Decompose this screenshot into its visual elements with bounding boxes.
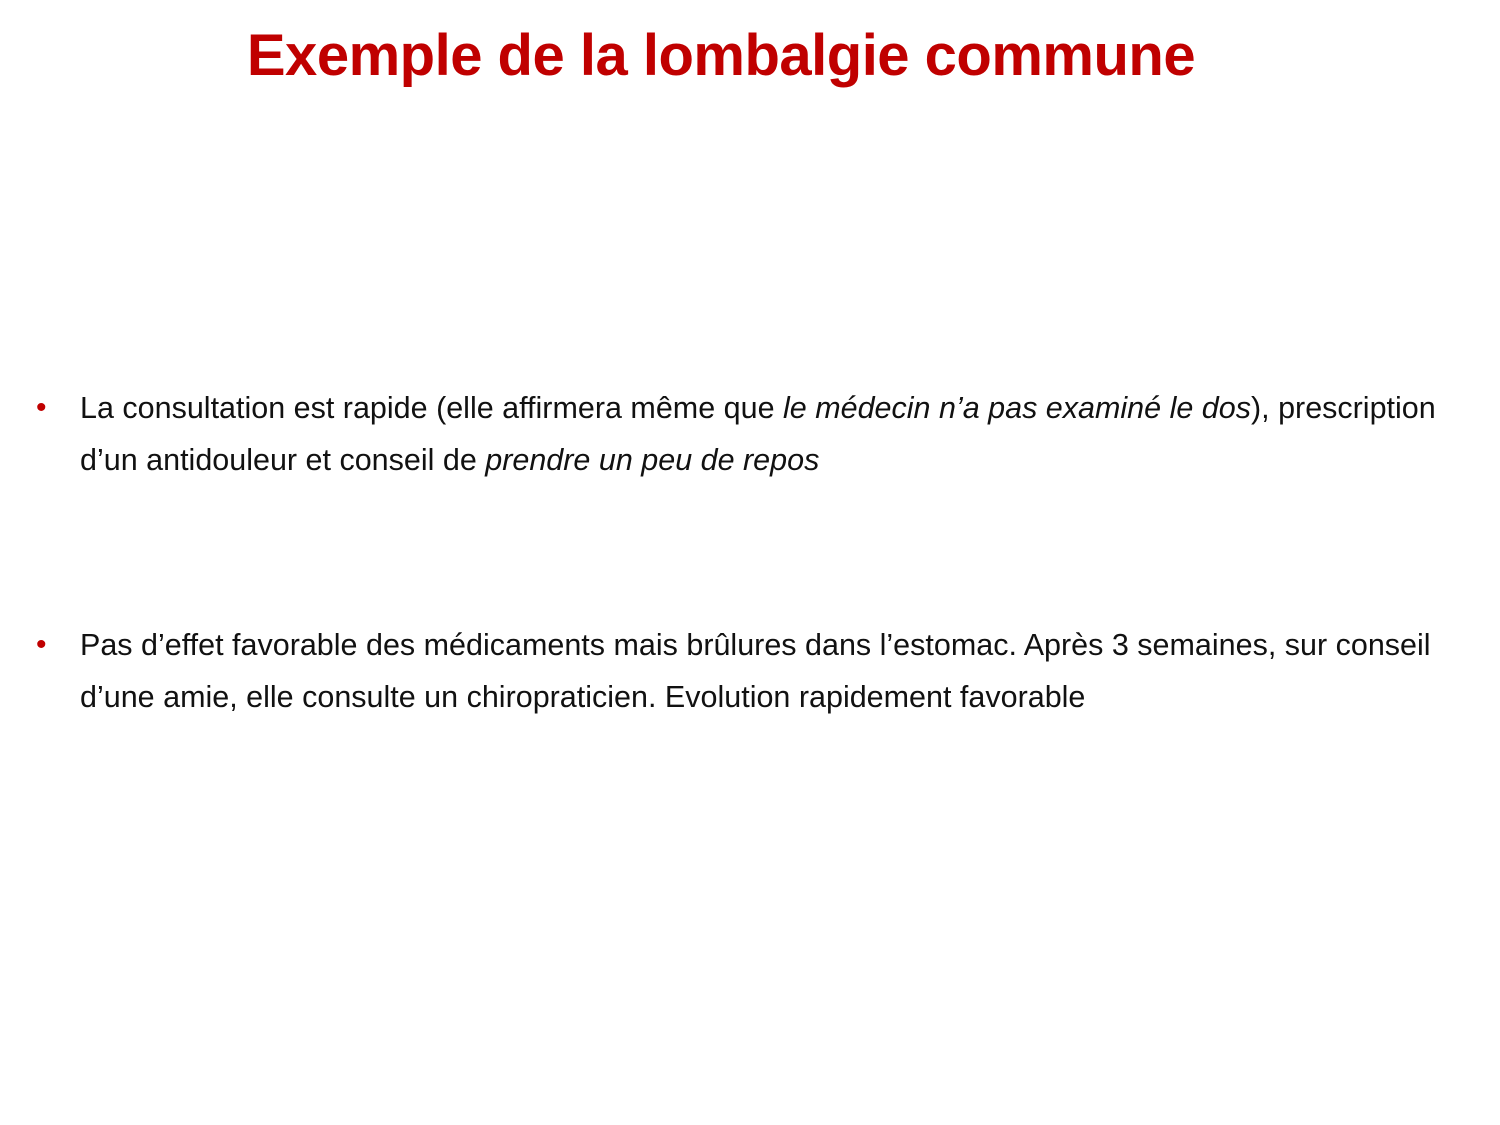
bullet-dot-icon: • <box>36 391 47 424</box>
bullet-dot-icon: • <box>36 628 47 661</box>
bullet-text-italic-segment: le médecin n’a pas examiné le dos <box>783 391 1251 425</box>
bullet-text-segment: ), prescription d’un antidouleur et conseil de <box>80 391 1436 477</box>
slide-title: Exemple de la lombalgie commune <box>246 23 1196 88</box>
bullet-text-italic-segment: prendre un peu de repos <box>485 443 820 477</box>
bullet-item-evolution <box>36 619 1440 723</box>
bullet-text-segment: Pas d’effet favorable des médicaments mais brûlures dans l’estomac. Après 3 semaines, sur conseil d’une amie, elle consulte un chiropraticien. Evolution rapidement favorable <box>80 628 1431 714</box>
bullet-text-segment: La consultation est rapide (elle affirmera même que <box>80 391 784 425</box>
bullet-item-consultation <box>36 382 1475 486</box>
